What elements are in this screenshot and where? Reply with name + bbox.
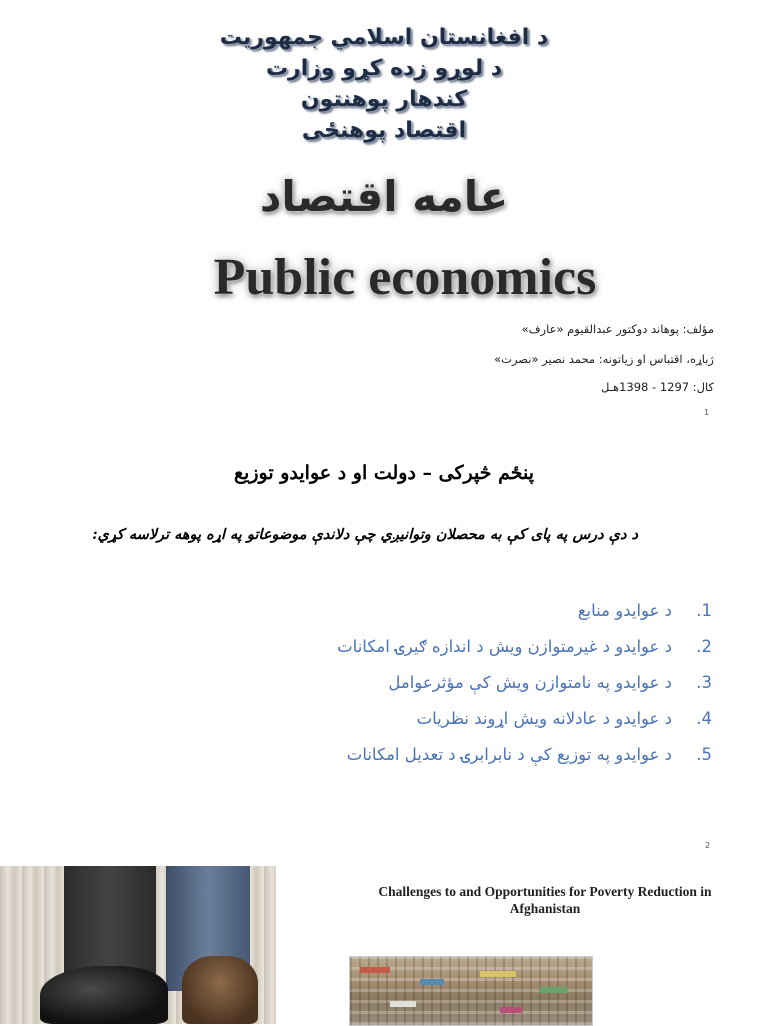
list-item-text: د عوایدو منابع [577, 600, 672, 620]
rooftop-image [420, 979, 444, 985]
rooftop-image [360, 967, 390, 973]
university-header [0, 22, 768, 146]
rooftop-image [500, 1007, 522, 1013]
report-title: Challenges to and Opportunities for Poverty Reduction in Afghanistan [378, 884, 712, 916]
year-line: کال: 1297 - 1398هـل [600, 380, 714, 394]
topics-list [337, 592, 712, 772]
header-line-ministry: د لوړو زده کړو وزارت [265, 56, 503, 81]
chapter-intro: د دې درس په پای کې به محصلان وتوانیږي چې دلاندې موضوعاتو په اړه پوهه ترلاسه کړي: [92, 526, 638, 543]
list-item-number: 1. [696, 600, 712, 620]
header-line-faculty: اقتصاد پوهنځی [301, 118, 467, 143]
rooftop-image [480, 971, 516, 977]
subject-title-english: Public economics [213, 249, 597, 306]
list-item [337, 736, 712, 772]
list-item-text: د عوایدو په نامتوازن ویش کې مؤثرعوامل [388, 672, 672, 692]
list-item [337, 700, 712, 736]
list-item [337, 628, 712, 664]
list-item [337, 664, 712, 700]
list-item-number: 3. [696, 672, 712, 692]
list-item-number: 5. [696, 744, 712, 764]
trouser-leg-image [64, 866, 156, 978]
list-item-number: 4. [696, 708, 712, 728]
rooftop-image [390, 1001, 416, 1007]
list-item-number: 2. [696, 636, 712, 656]
worn-shoe-image [182, 956, 258, 1024]
shoes-photo [0, 866, 276, 1024]
subject-title-pashto: عامه اقتصاد [259, 172, 509, 221]
list-item-text: د عوایدو د عادلانه ویش اړوند نظریات [416, 708, 672, 728]
chapter-title: پنځم څپرکی – دولت او د عوایدو توزیع [233, 462, 535, 484]
header-line-university: کندهار پوهنتون [300, 87, 468, 112]
translator-line: ژباړه، اقتباس او زیاتونه: محمد نصیر «نصرت» [494, 352, 714, 366]
city-photo [349, 956, 593, 1026]
page-number: 2 [705, 841, 711, 850]
list-item-text: د عوایدو د غیرمتوازن ویش د اندازه ګیرۍ امکانات [337, 636, 672, 656]
list-item-text: د عوایدو په توزیع کې د نابرابرۍ د تعدیل امکانات [346, 744, 672, 764]
rooftop-image [540, 987, 568, 993]
polished-shoe-image [40, 966, 168, 1024]
page-number: 1 [704, 408, 710, 417]
author-line: مؤلف: پوهاند دوکتور عبدالقیوم «عارف» [521, 322, 714, 336]
header-line-republic: د افغانستان اسلامي جمهوريت [219, 25, 549, 50]
list-item [337, 592, 712, 628]
